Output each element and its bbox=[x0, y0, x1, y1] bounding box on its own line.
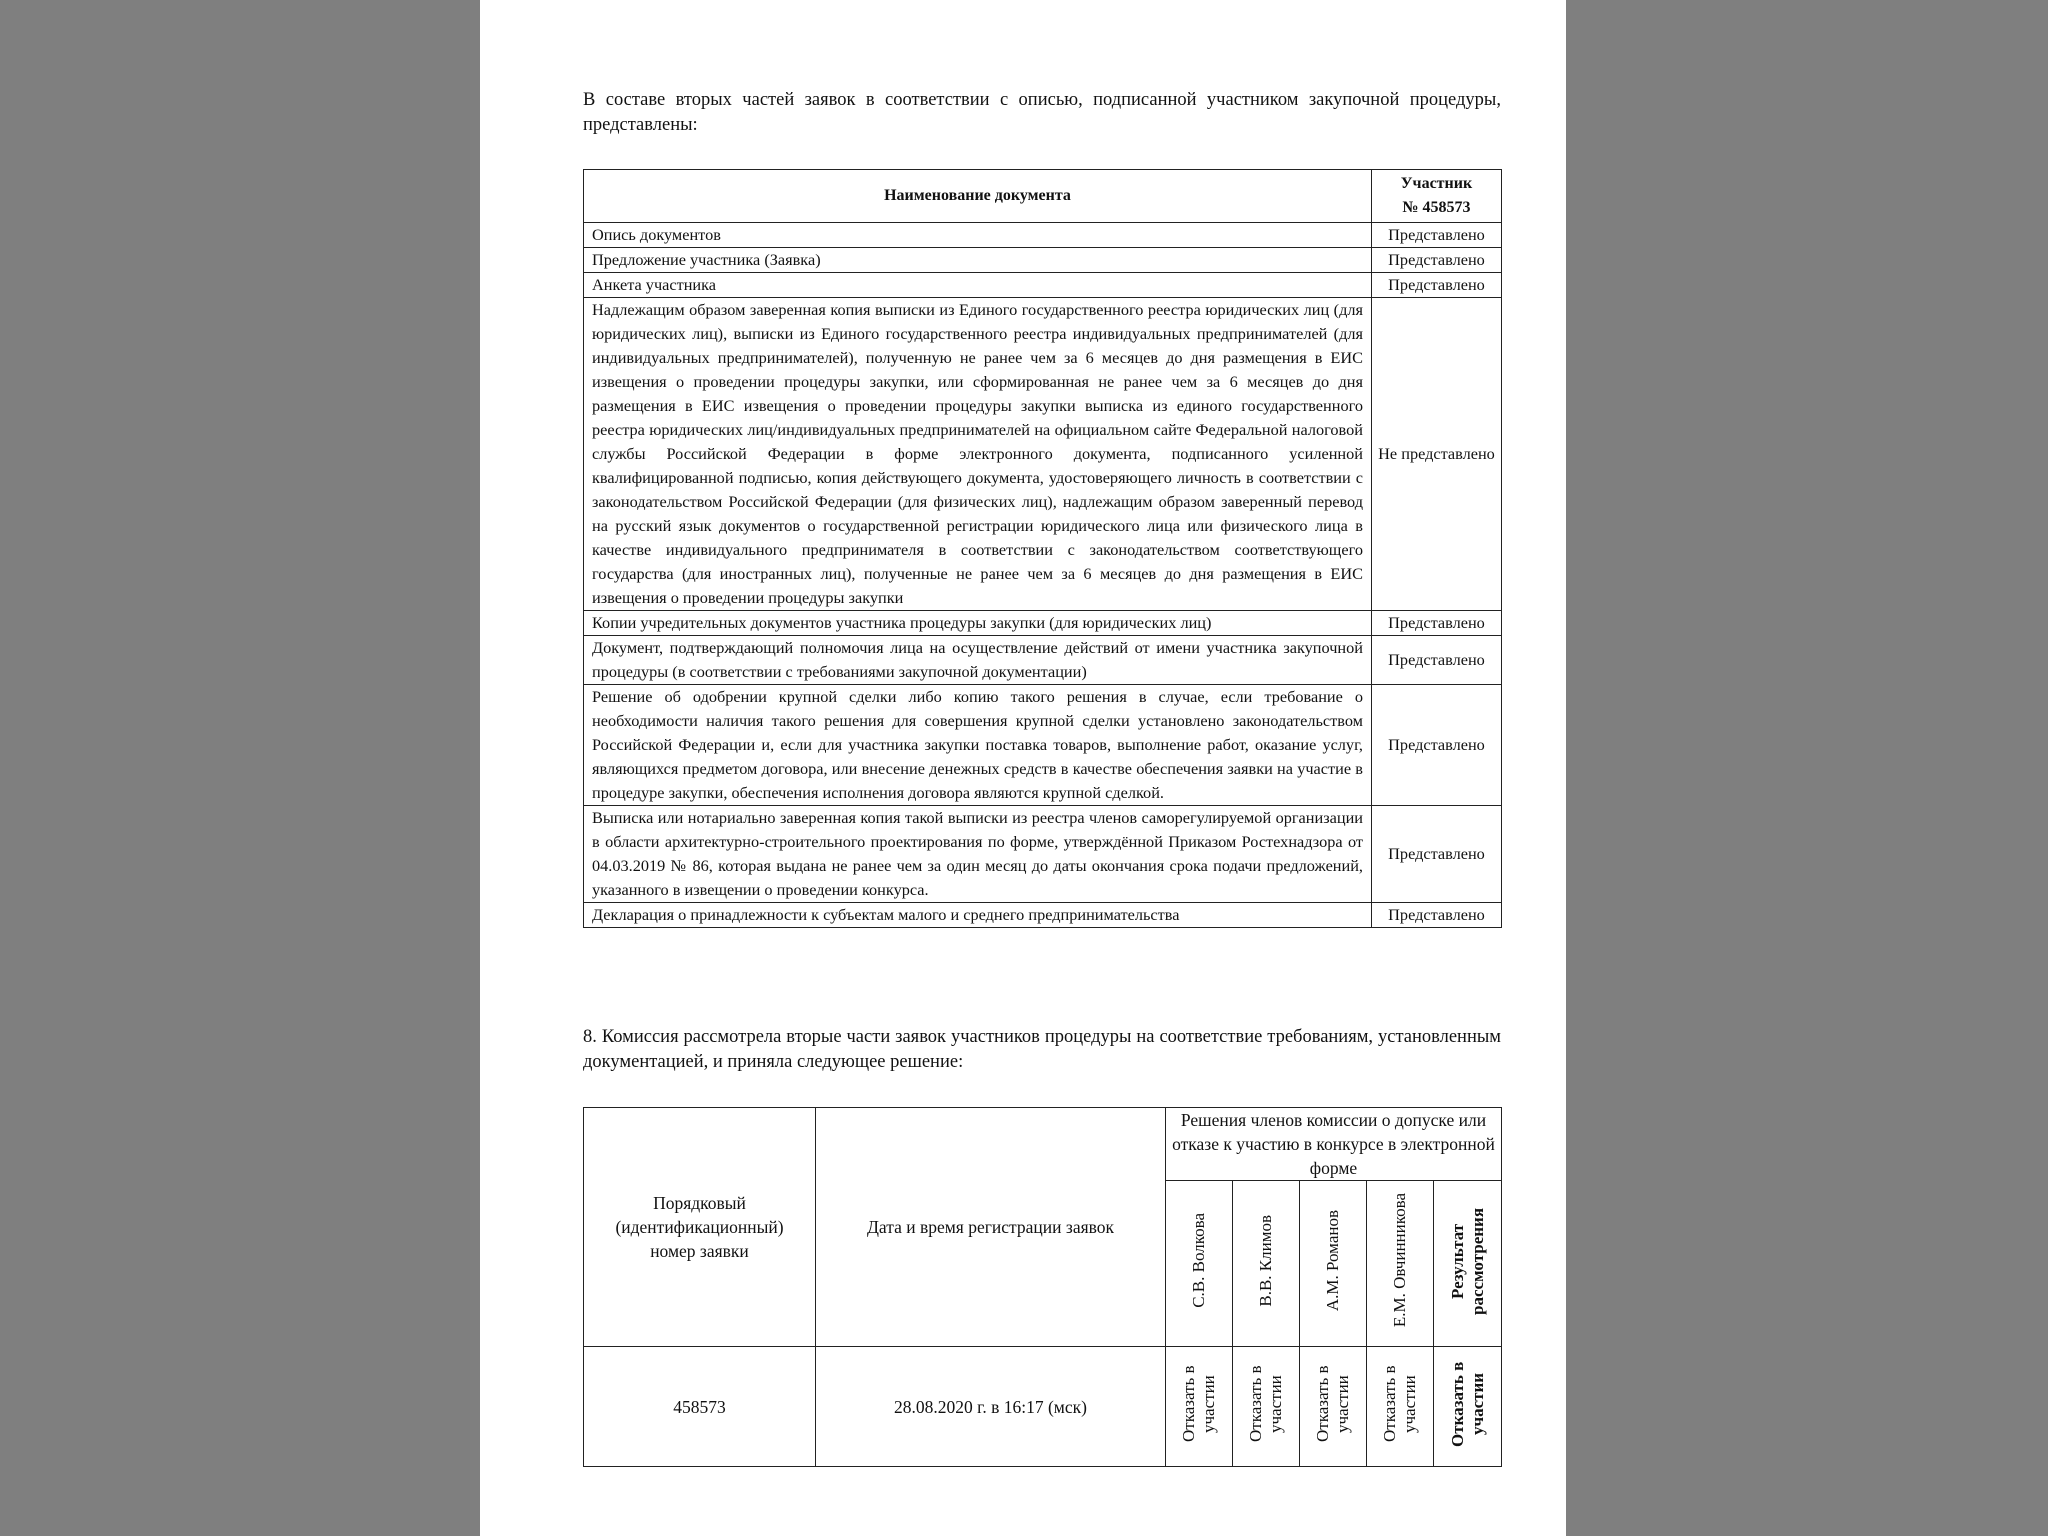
document-name: Предложение участника (Заявка) bbox=[584, 248, 1372, 273]
documents-table bbox=[583, 169, 1502, 928]
result-decision bbox=[1434, 1347, 1502, 1467]
member-header bbox=[1300, 1181, 1367, 1347]
document-name: Декларация о принадлежности к субъектам малого и среднего предпринимательства bbox=[584, 903, 1372, 928]
member-name: С.В. Волкова bbox=[1189, 1213, 1208, 1308]
intro-paragraph: В составе вторых частей заявок в соответствии с описью, подписанной участником закупочной процедуры, представлены: bbox=[583, 90, 1501, 135]
table-row bbox=[584, 223, 1502, 248]
document-name: Опись документов bbox=[584, 223, 1372, 248]
member-name: А.М. Романов bbox=[1323, 1209, 1342, 1312]
column-header-registration-datetime: Дата и время регистрации заявок bbox=[816, 1108, 1166, 1347]
column-header-commission-decisions: Решения членов комиссии о допуске или отказе к участию в конкурсе в электронной форме bbox=[1166, 1108, 1502, 1181]
participant-number: № 458573 bbox=[1402, 199, 1471, 216]
document-status: Не представлено bbox=[1372, 298, 1502, 611]
table-row bbox=[584, 1347, 1502, 1467]
document-name: Надлежащим образом заверенная копия выписки из Единого государственного реестра юридических лиц (для юридических лиц), выписки из Единого государственного реестра индивидуальных предпринимателей (для индивидуальных предпринимателей), полученную не ранее чем за 6 месяцев до дня размещения в ЕИС извещения о проведении процедуры закупки, или сформированная не ранее чем за 6 месяцев до дня размещения в ЕИС извещения о проведении процедуры закупки выписка из единого государственного реестра юридических лиц/индивидуальных предпринимателей на официальном сайте Федеральной налоговой службы Российской Федерации в форме электронного документа, подписанного усиленной квалифицированной подписью, копия действующего документа, удостоверяющего личность в соответствии с законодательством Российской Федерации (для физических лиц), надлежащим образом заверенный перевод на русский язык документов о государственной регистрации юридического лица или физического лица в качестве индивидуального предпринимателя в соответствии с законодательством соответствующего государства (для иностранных лиц), полученные не ранее чем за 6 месяцев до дня размещения в ЕИС извещения о проведении процедуры закупки bbox=[584, 298, 1372, 611]
table-row bbox=[584, 685, 1502, 806]
table-row bbox=[584, 611, 1502, 636]
document-status: Представлено bbox=[1372, 636, 1502, 685]
table-row bbox=[584, 806, 1502, 903]
table-row bbox=[584, 903, 1502, 928]
member-header bbox=[1166, 1181, 1233, 1347]
member-decision-text: Отказать в участии bbox=[1179, 1365, 1218, 1442]
column-header-application-number: Порядковый (идентификационный) номер заявки bbox=[584, 1108, 816, 1347]
document-status: Представлено bbox=[1372, 273, 1502, 298]
result-decision-text: Отказать в участии bbox=[1447, 1360, 1487, 1447]
member-decision bbox=[1233, 1347, 1300, 1467]
document-status: Представлено bbox=[1372, 806, 1502, 903]
member-header bbox=[1367, 1181, 1434, 1347]
document-name: Анкета участника bbox=[584, 273, 1372, 298]
member-decision bbox=[1367, 1347, 1434, 1467]
result-header bbox=[1434, 1181, 1502, 1347]
member-decision bbox=[1300, 1347, 1367, 1467]
decisions-table bbox=[583, 1107, 1502, 1467]
table-row bbox=[584, 248, 1502, 273]
application-number: 458573 bbox=[584, 1347, 816, 1467]
section-8-paragraph: 8. Комиссия рассмотрела вторые части заявок участников процедуры на соответствие требованиям, установленным документацией, и приняла следующее решение: bbox=[583, 1027, 1501, 1072]
document-name: Документ, подтверждающий полномочия лица на осуществление действий от имени участника закупочной процедуры (в соответствии с требованиями закупочной документации) bbox=[584, 636, 1372, 685]
member-name: Е.М. Овчинникова bbox=[1390, 1193, 1409, 1328]
document-name: Выписка или нотариально заверенная копия такой выписки из реестра членов саморегулируемой организации в области архитектурно-строительного проектирования по форме, утверждённой Приказом Ростехнадзора от 04.03.2019 № 86, которая выдана не ранее чем за один месяц до даты окончания срока подачи предложений, указанного в извещении о проведении конкурса. bbox=[584, 806, 1372, 903]
decisions-header-row bbox=[584, 1108, 1502, 1181]
registration-datetime: 28.08.2020 г. в 16:17 (мск) bbox=[816, 1347, 1166, 1467]
document-page bbox=[480, 0, 1566, 1536]
column-header-document-name: Наименование документа bbox=[584, 170, 1372, 223]
member-header bbox=[1233, 1181, 1300, 1347]
document-status: Представлено bbox=[1372, 223, 1502, 248]
document-status: Представлено bbox=[1372, 248, 1502, 273]
table-row bbox=[584, 636, 1502, 685]
document-status: Представлено bbox=[1372, 611, 1502, 636]
documents-table-header bbox=[584, 170, 1502, 223]
document-status: Представлено bbox=[1372, 685, 1502, 806]
member-name: В.В. Климов bbox=[1256, 1214, 1275, 1307]
document-status: Представлено bbox=[1372, 903, 1502, 928]
table-row bbox=[584, 298, 1502, 611]
document-name: Копии учредительных документов участника процедуры закупки (для юридических лиц) bbox=[584, 611, 1372, 636]
table-row bbox=[584, 273, 1502, 298]
document-name: Решение об одобрении крупной сделки либо копию такого решения в случае, если требование о необходимости наличия такого решения для совершения крупной сделки установлено законодательством Российской Федерации и, если для участника закупки поставка товаров, выполнение работ, оказание услуг, являющихся предметом договора, или внесение денежных средств в качестве обеспечения заявки на участие в процедуре закупки, обеспечения исполнения договора являются крупной сделкой. bbox=[584, 685, 1372, 806]
member-decision-text: Отказать в участии bbox=[1313, 1365, 1352, 1442]
participant-label: Участник bbox=[1400, 175, 1473, 192]
member-decision-text: Отказать в участии bbox=[1246, 1365, 1285, 1442]
member-decision-text: Отказать в участии bbox=[1380, 1365, 1419, 1442]
member-decision bbox=[1166, 1347, 1233, 1467]
column-header-participant bbox=[1372, 170, 1502, 223]
result-label: Результат рассмотрения bbox=[1447, 1206, 1487, 1315]
